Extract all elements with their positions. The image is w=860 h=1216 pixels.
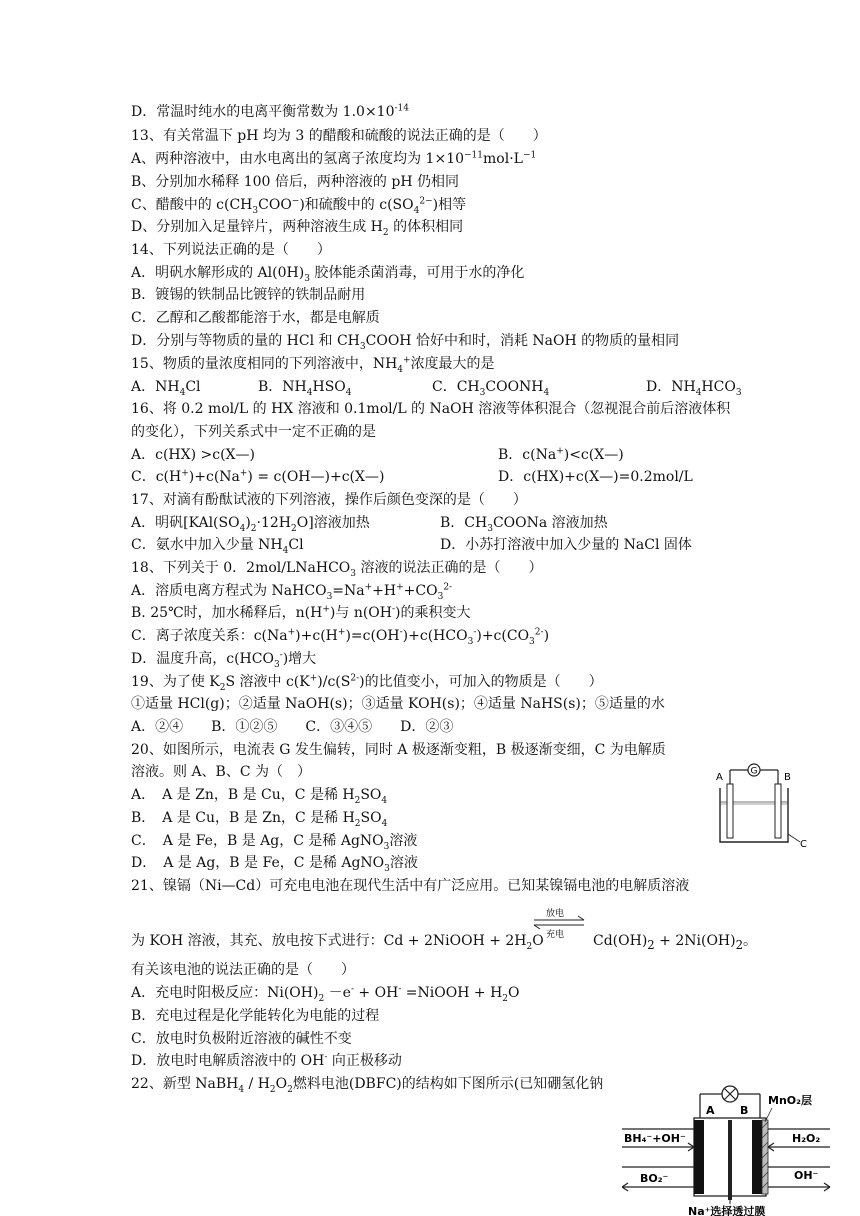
fig22-right-in: H₂O₂ xyxy=(792,1132,821,1145)
q21-equation-left: 为 KOH 溶液，其充、放电按下式进行：Cd + 2NiOOH + $2H_2O$ xyxy=(131,933,544,952)
q16-option-d: D．c(HX)+c(X—)=0.2mol/L xyxy=(498,469,693,485)
q13-option-c: C、醋酸中的 $c(CH_3COO^-)$和硫酸中的 $c(SO_4^{2-})$相等 xyxy=(131,196,467,216)
fig22-label-a: A xyxy=(706,1104,715,1117)
q13-option-d: D、分别加入足量锌片，两种溶液生成 $H_2$ 的体积相同 xyxy=(131,219,464,238)
fig20-label-a: A xyxy=(716,772,723,783)
q16-stem-cont: 的变化），下列关系式中一定不正确的是 xyxy=(131,424,376,440)
q18-stem: 18、下列关于 0．2mol/LNaHCO$_3$ 溶液的说法正确的是（ ） xyxy=(131,560,543,579)
q17-option-a: A．明矾$[KAl(SO_4)_2\cdot 12H_2O]$溶液加热 xyxy=(131,515,370,534)
q15-option-b: B．$NH_4HSO_4$ xyxy=(258,379,352,398)
arrow-label-discharge: 放电 xyxy=(546,909,565,919)
q21-option-a: A．充电时阳极反应：$Ni(OH)_2 -e^- + OH^-$ =NiOOH + $H_2O$ xyxy=(131,984,520,1004)
q18-option-a: A．溶质电离方程式为 $NaHCO_3=Na^++H^++CO_3^{2-}$ xyxy=(131,582,453,602)
q20-stem: 20、如图所示，电流表 G 发生偏转，同时 A 极逐渐变粗，B 极逐渐变细，C 为电解质 xyxy=(131,742,666,758)
q18-option-c: C．离子浓度关系：$c(Na^+)+c(H^+)=c(OH^-)+c(HCO_3^-)+c(CO_3^{2-})$ xyxy=(131,627,550,647)
q20-option-d: D． A 是 Ag，B 是 Fe，C 是稀 AgNO$_3$溶液 xyxy=(131,855,418,874)
q16-option-c: C．c(H+)+c(Na+) = c(OH—)+c(X—) xyxy=(131,468,385,485)
arrow-label-charge: 充电 xyxy=(546,930,565,940)
q21-option-b: B．充电过程是化学能转化为电能的过程 xyxy=(131,1008,380,1024)
q15-stem: 15、物质的量浓度相同的下列溶液中，$NH_4^+$浓度最大的是 xyxy=(131,355,495,375)
q16-option-a: A．c(HX) >c(X—) xyxy=(131,447,255,463)
q13-option-a: A、两种溶液中，由水电离出的氢离子浓度均为 $1\times 10^{-11}mol\cdot L^{-1}$ xyxy=(131,150,537,167)
q16-option-b: B．c(Na+)<c(X—) xyxy=(498,446,624,463)
fig22-left-in: BH₄⁻+OH⁻ xyxy=(624,1132,686,1145)
q21-option-d: D．放电时电解质溶液中的 OH- 向正极移动 xyxy=(131,1052,402,1069)
reversible-arrow xyxy=(530,905,588,945)
q19-answers: A．②④ B．①②⑤ C．③④⑤ D．②③ xyxy=(131,719,454,735)
q20-option-a: A． A 是 Zn，B 是 Cu，C 是稀 $H_2SO_4$ xyxy=(131,787,388,806)
q13-stem: 13、有关常温下 pH 均为 3 的醋酸和硫酸的说法正确的是（ ） xyxy=(131,128,547,144)
fig22-left-out: BO₂⁻ xyxy=(640,1172,669,1185)
q21-equation-right: $Cd(OH)_2 + 2Ni(OH)_2$。 xyxy=(593,933,758,952)
q17-option-c: C．氨水中加入少量 $NH_4Cl$ xyxy=(131,537,304,556)
galvanic-cell-figure xyxy=(712,758,808,854)
fig22-label-b: B xyxy=(740,1104,749,1117)
q14-option-a: A．明矾水解形成的 $Al(0H)_3$ 胶体能杀菌消毒，可用于水的净化 xyxy=(131,265,525,284)
q19-options: ①适量 HCl(g)；②适量 NaOH(s)；③适量 KOH(s)；④适量 NaHS(s)；⑤适量的水 xyxy=(131,696,665,712)
q14-option-d: D．分别与等物质的量的 HCl 和 $CH_3COOH$ 恰好中和时，消耗 NaOH 的物质的量相同 xyxy=(131,333,680,352)
fuel-cell-figure xyxy=(622,1076,832,1216)
q19-stem: 19、为了使 $K_2S$ 溶液中 $c(K^+)/c(S^{2-})$的比值变小，可加入的物质是（ ） xyxy=(131,673,603,693)
q15-option-d: D．$NH_4HCO_3$ xyxy=(646,379,742,398)
q12-option-d: D．常温时纯水的电离平衡常数为 $1.0\times 10^{-14}$ xyxy=(131,103,409,120)
q15-option-c: C．$CH_3COONH_4$ xyxy=(432,379,550,398)
fig22-membrane-label: Na⁺选择透过膜 xyxy=(688,1205,766,1216)
fig22-label-mno2: MnO₂层 xyxy=(768,1094,812,1107)
fig20-label-g: G xyxy=(750,766,758,777)
q14-option-c: C．乙醇和乙酸都能溶于水，都是电解质 xyxy=(131,310,380,326)
fig20-label-b: B xyxy=(784,772,791,783)
q16-stem: 16、将 0.2 mol/L 的 HX 溶液和 0.1mol/L 的 NaOH 溶液等体积混合（忽视混合前后溶液体积 xyxy=(131,401,731,417)
q22-stem: 22、新型 NaBH$_4$ / $H_2O_2$燃料电池(DBFC)的结构如下图所示(已知硼氢化钠 xyxy=(131,1076,604,1095)
q20-stem-cont: 溶液。则 A、B、C 为（ ） xyxy=(131,764,312,780)
q21-option-c: C．放电时负极附近溶液的碱性不变 xyxy=(131,1031,352,1047)
q17-stem: 17、对滴有酚酞试液的下列溶液，操作后颜色变深的是（ ） xyxy=(131,492,527,508)
q20-option-c: C． A 是 Fe，B 是 Ag，C 是稀 AgNO$_3$溶液 xyxy=(131,833,418,852)
q13-option-b: B、分别加水稀释 100 倍后，两种溶液的 pH 仍相同 xyxy=(131,174,459,190)
fig20-label-c: C xyxy=(800,839,807,850)
fig22-right-out: OH⁻ xyxy=(794,1169,819,1182)
q14-option-b: B．镀锡的铁制品比镀锌的铁制品耐用 xyxy=(131,287,366,303)
q15-option-a: A．$NH_4Cl$ xyxy=(131,379,201,398)
q21-stem: 21、镍镉（Ni—Cd）可充电电池在现代生活中有广泛应用。已知某镍镉电池的电解质溶液 xyxy=(131,878,690,894)
q18-option-b: B. 25℃时，加水稀释后，n(H+)与 n(OH-)的乘积变大 xyxy=(131,604,471,621)
q17-option-d: D．小苏打溶液中加入少量的 NaCl 固体 xyxy=(440,537,692,553)
q18-option-d: D．温度升高，$c(HCO_3^-)$增大 xyxy=(131,650,317,670)
q20-option-b: B． A 是 Cu，B 是 Zn，C 是稀 $H_2SO_4$ xyxy=(131,810,388,829)
q21-question: 有关该电池的说法正确的是（ ） xyxy=(131,962,355,978)
q17-option-b: B．$CH_3COONa$ 溶液加热 xyxy=(440,515,608,534)
q14-stem: 14、下列说法正确的是（ ） xyxy=(131,242,331,258)
